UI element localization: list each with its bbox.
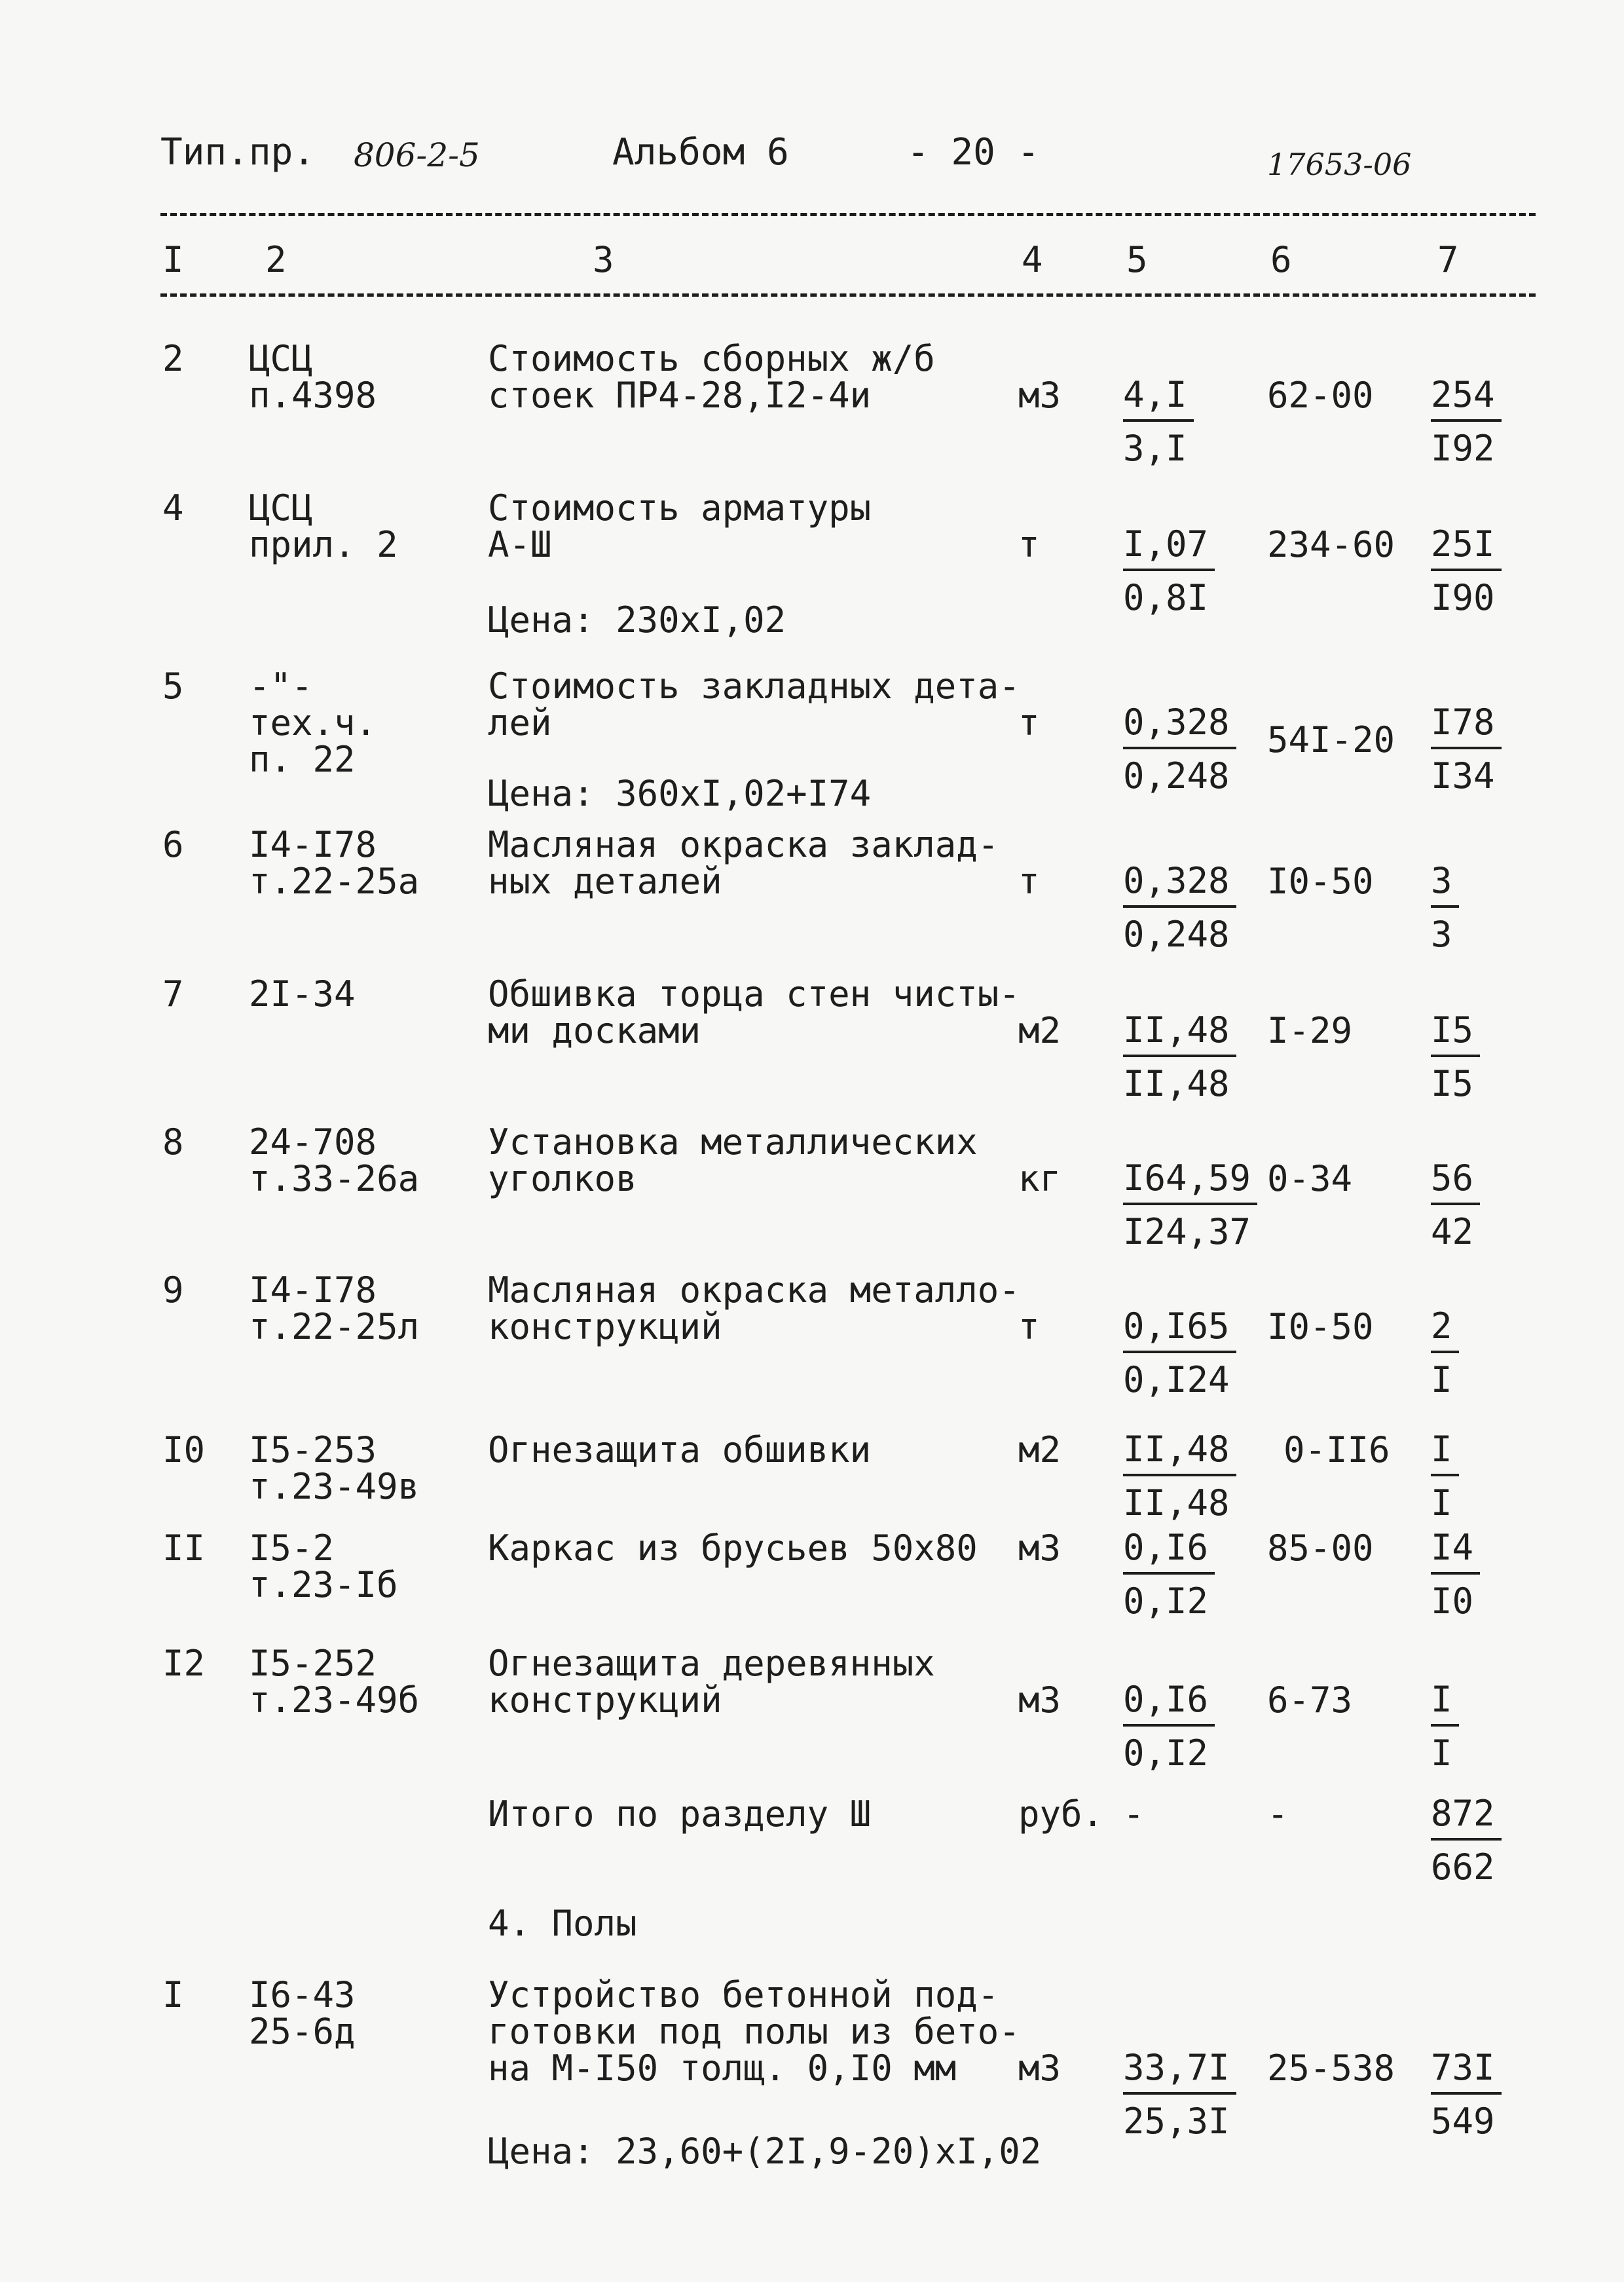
sum-top: 2 bbox=[1431, 1309, 1459, 1353]
quantity-bottom: 0,I2 bbox=[1123, 1581, 1209, 1622]
quantity-bottom: II,48 bbox=[1123, 1063, 1230, 1104]
total-sum bbox=[1431, 1793, 1502, 1888]
row-quantity bbox=[1123, 1527, 1215, 1622]
row-description: Стоимость арматуры А-Ш bbox=[488, 487, 872, 565]
row-sum bbox=[1431, 701, 1502, 796]
row-description: Стоимость закладных дета- лей bbox=[488, 665, 1020, 743]
row-number: I bbox=[162, 1974, 184, 2015]
column-number-4: 4 bbox=[1022, 239, 1043, 280]
quantity-top: 0,I6 bbox=[1123, 1682, 1215, 1727]
row-sum bbox=[1431, 1679, 1459, 1774]
row-unit: м3 bbox=[1018, 1679, 1061, 1721]
row-unit: т bbox=[1018, 861, 1040, 902]
row-unit: м2 bbox=[1018, 1010, 1061, 1051]
row-sum bbox=[1431, 1009, 1480, 1104]
row-number: 5 bbox=[162, 665, 184, 707]
sum-top: I bbox=[1431, 1432, 1459, 1476]
sum-bottom: I34 bbox=[1431, 755, 1495, 796]
sum-bottom: 662 bbox=[1431, 1846, 1495, 1888]
document-number: 17653-06 bbox=[1267, 147, 1412, 182]
quantity-bottom: I24,37 bbox=[1123, 1211, 1251, 1252]
row-quantity bbox=[1123, 523, 1215, 618]
row-price: I-29 bbox=[1267, 1010, 1353, 1051]
quantity-top: 4,I bbox=[1123, 377, 1194, 422]
sum-bottom: I bbox=[1431, 1732, 1452, 1774]
row-unit: кг bbox=[1018, 1158, 1061, 1199]
row-quantity bbox=[1123, 860, 1236, 955]
project-code: 806-2-5 bbox=[354, 136, 480, 174]
row-quantity bbox=[1123, 1009, 1236, 1104]
row-price: 25-538 bbox=[1267, 2048, 1395, 2089]
row-price-note: Цена: 230xI,02 bbox=[488, 599, 786, 641]
column-number-2: 2 bbox=[265, 239, 287, 280]
row-number: 2 bbox=[162, 338, 184, 379]
header-divider-top bbox=[160, 213, 1536, 216]
row-sum bbox=[1431, 1527, 1480, 1622]
column-number-3: 3 bbox=[593, 239, 614, 280]
quantity-bottom: 0,I24 bbox=[1123, 1359, 1230, 1400]
total-unit: руб. bbox=[1018, 1793, 1104, 1835]
row-number: I2 bbox=[162, 1643, 206, 1684]
row-number: 4 bbox=[162, 487, 184, 529]
sum-bottom: I92 bbox=[1431, 428, 1495, 469]
quantity-bottom: 0,248 bbox=[1123, 755, 1230, 796]
sum-bottom: 3 bbox=[1431, 914, 1452, 955]
row-description: Стоимость сборных ж/б стоек ПР4-28,I2-4и bbox=[488, 338, 935, 416]
total-label: Итого по разделу Ш bbox=[488, 1793, 872, 1835]
sum-bottom: I0 bbox=[1431, 1581, 1474, 1622]
row-number: 6 bbox=[162, 824, 184, 865]
quantity-bottom: II,48 bbox=[1123, 1482, 1230, 1524]
quantity-bottom: 3,I bbox=[1123, 428, 1187, 469]
quantity-top: I64,59 bbox=[1123, 1161, 1257, 1205]
row-code: 24-708 т.33-26а bbox=[249, 1121, 420, 1199]
quantity-top: 0,I6 bbox=[1123, 1530, 1215, 1575]
row-unit: м3 bbox=[1018, 1527, 1061, 1569]
total-quantity: - bbox=[1123, 1793, 1145, 1835]
quantity-top: I,07 bbox=[1123, 527, 1215, 571]
row-sum bbox=[1431, 523, 1502, 618]
row-number: 7 bbox=[162, 973, 184, 1015]
row-price: 234-60 bbox=[1267, 524, 1395, 565]
row-description: Установка металлических уголков bbox=[488, 1121, 978, 1199]
sum-top: I78 bbox=[1431, 705, 1502, 749]
column-number-1: I bbox=[162, 239, 184, 280]
row-unit: м3 bbox=[1018, 375, 1061, 416]
row-price: 85-00 bbox=[1267, 1527, 1374, 1569]
row-number: 9 bbox=[162, 1269, 184, 1311]
sum-top: 73I bbox=[1431, 2050, 1502, 2095]
sum-bottom: I5 bbox=[1431, 1063, 1474, 1104]
column-number-6: 6 bbox=[1270, 239, 1292, 280]
quantity-top: 0,328 bbox=[1123, 705, 1236, 749]
quantity-bottom: 0,8I bbox=[1123, 577, 1209, 618]
header-divider-bottom bbox=[160, 293, 1536, 297]
sum-bottom: I90 bbox=[1431, 577, 1495, 618]
row-price: I0-50 bbox=[1267, 1306, 1374, 1347]
row-price: I0-50 bbox=[1267, 861, 1374, 902]
row-unit: т bbox=[1018, 524, 1040, 565]
quantity-bottom: 0,I2 bbox=[1123, 1732, 1209, 1774]
row-quantity bbox=[1123, 1305, 1236, 1400]
row-unit: т bbox=[1018, 702, 1040, 743]
quantity-top: II,48 bbox=[1123, 1013, 1236, 1057]
row-sum bbox=[1431, 374, 1502, 469]
row-price: 0-II6 bbox=[1283, 1429, 1390, 1470]
quantity-top: 33,7I bbox=[1123, 2050, 1236, 2095]
row-description: Огнезащита обшивки bbox=[488, 1429, 872, 1470]
row-price-note: Цена: 360xI,02+I74 bbox=[488, 773, 872, 814]
row-code: -"- тех.ч. п. 22 bbox=[249, 665, 377, 780]
row-unit: м2 bbox=[1018, 1429, 1061, 1470]
row-code: I5-253 т.23-49в bbox=[249, 1429, 420, 1507]
column-number-7: 7 bbox=[1437, 239, 1459, 280]
row-price: 54I-20 bbox=[1267, 719, 1395, 760]
row-code: I5-2 т.23-Iб bbox=[249, 1527, 398, 1605]
sum-bottom: 42 bbox=[1431, 1211, 1474, 1252]
row-price: 62-00 bbox=[1267, 375, 1374, 416]
row-sum bbox=[1431, 1157, 1480, 1252]
row-number: 8 bbox=[162, 1121, 184, 1163]
row-code: I5-252 т.23-49б bbox=[249, 1643, 420, 1721]
sum-top: I4 bbox=[1431, 1530, 1480, 1575]
row-code: ЦСЦ п.4398 bbox=[249, 338, 377, 416]
row-quantity bbox=[1123, 1157, 1257, 1252]
sum-bottom: 549 bbox=[1431, 2101, 1495, 2142]
row-sum bbox=[1431, 860, 1459, 955]
sum-top: 872 bbox=[1431, 1796, 1502, 1841]
row-description: Огнезащита деревянных конструкций bbox=[488, 1643, 935, 1721]
total-price: - bbox=[1267, 1793, 1289, 1835]
sum-bottom: I bbox=[1431, 1359, 1452, 1400]
page-number: - 20 - bbox=[907, 131, 1040, 174]
row-code: I4-I78 т.22-25л bbox=[249, 1269, 420, 1347]
sum-top: I bbox=[1431, 1682, 1459, 1727]
row-quantity bbox=[1123, 1429, 1236, 1524]
row-price: 6-73 bbox=[1267, 1679, 1353, 1721]
sum-top: 254 bbox=[1431, 377, 1502, 422]
row-code: 2I-34 bbox=[249, 973, 356, 1015]
quantity-top: II,48 bbox=[1123, 1432, 1236, 1476]
column-number-5: 5 bbox=[1126, 239, 1148, 280]
row-quantity bbox=[1123, 1679, 1215, 1774]
quantity-bottom: 0,248 bbox=[1123, 914, 1230, 955]
row-description: Обшивка торца стен чисты- ми досками bbox=[488, 973, 1020, 1051]
row-description: Каркас из брусьев 50x80 bbox=[488, 1527, 978, 1569]
row-code: ЦСЦ прил. 2 bbox=[249, 487, 398, 565]
row-sum bbox=[1431, 1305, 1459, 1400]
sum-top: 3 bbox=[1431, 863, 1459, 908]
row-price-note: Цена: 23,60+(2I,9-20)xI,02 bbox=[488, 2131, 1042, 2172]
row-number: II bbox=[162, 1527, 206, 1569]
row-sum bbox=[1431, 1429, 1459, 1524]
album-label: Альбом 6 bbox=[612, 131, 789, 174]
row-description: Масляная окраска заклад- ных деталей bbox=[488, 824, 999, 902]
row-number: I0 bbox=[162, 1429, 206, 1470]
row-quantity bbox=[1123, 374, 1194, 469]
sum-top: 25I bbox=[1431, 527, 1502, 571]
quantity-bottom: 25,3I bbox=[1123, 2101, 1230, 2142]
row-description: Устройство бетонной под- готовки под полы из бето- на М-I50 толщ. 0,I0 мм bbox=[488, 1974, 1020, 2089]
section-title: 4. Полы bbox=[488, 1903, 637, 1944]
sum-top: I5 bbox=[1431, 1013, 1480, 1057]
row-unit: т bbox=[1018, 1306, 1040, 1347]
quantity-top: 0,328 bbox=[1123, 863, 1236, 908]
row-code: I4-I78 т.22-25а bbox=[249, 824, 420, 902]
row-description: Масляная окраска металло- конструкций bbox=[488, 1269, 1020, 1347]
sum-top: 56 bbox=[1431, 1161, 1480, 1205]
row-quantity bbox=[1123, 701, 1236, 796]
row-sum bbox=[1431, 2047, 1502, 2142]
row-unit: м3 bbox=[1018, 2048, 1061, 2089]
type-project-label: Тип.пр. bbox=[160, 131, 316, 174]
sum-bottom: I bbox=[1431, 1482, 1452, 1524]
row-code: I6-43 25-6д bbox=[249, 1974, 356, 2052]
quantity-top: 0,I65 bbox=[1123, 1309, 1236, 1353]
row-quantity bbox=[1123, 2047, 1236, 2142]
row-price: 0-34 bbox=[1267, 1158, 1353, 1199]
